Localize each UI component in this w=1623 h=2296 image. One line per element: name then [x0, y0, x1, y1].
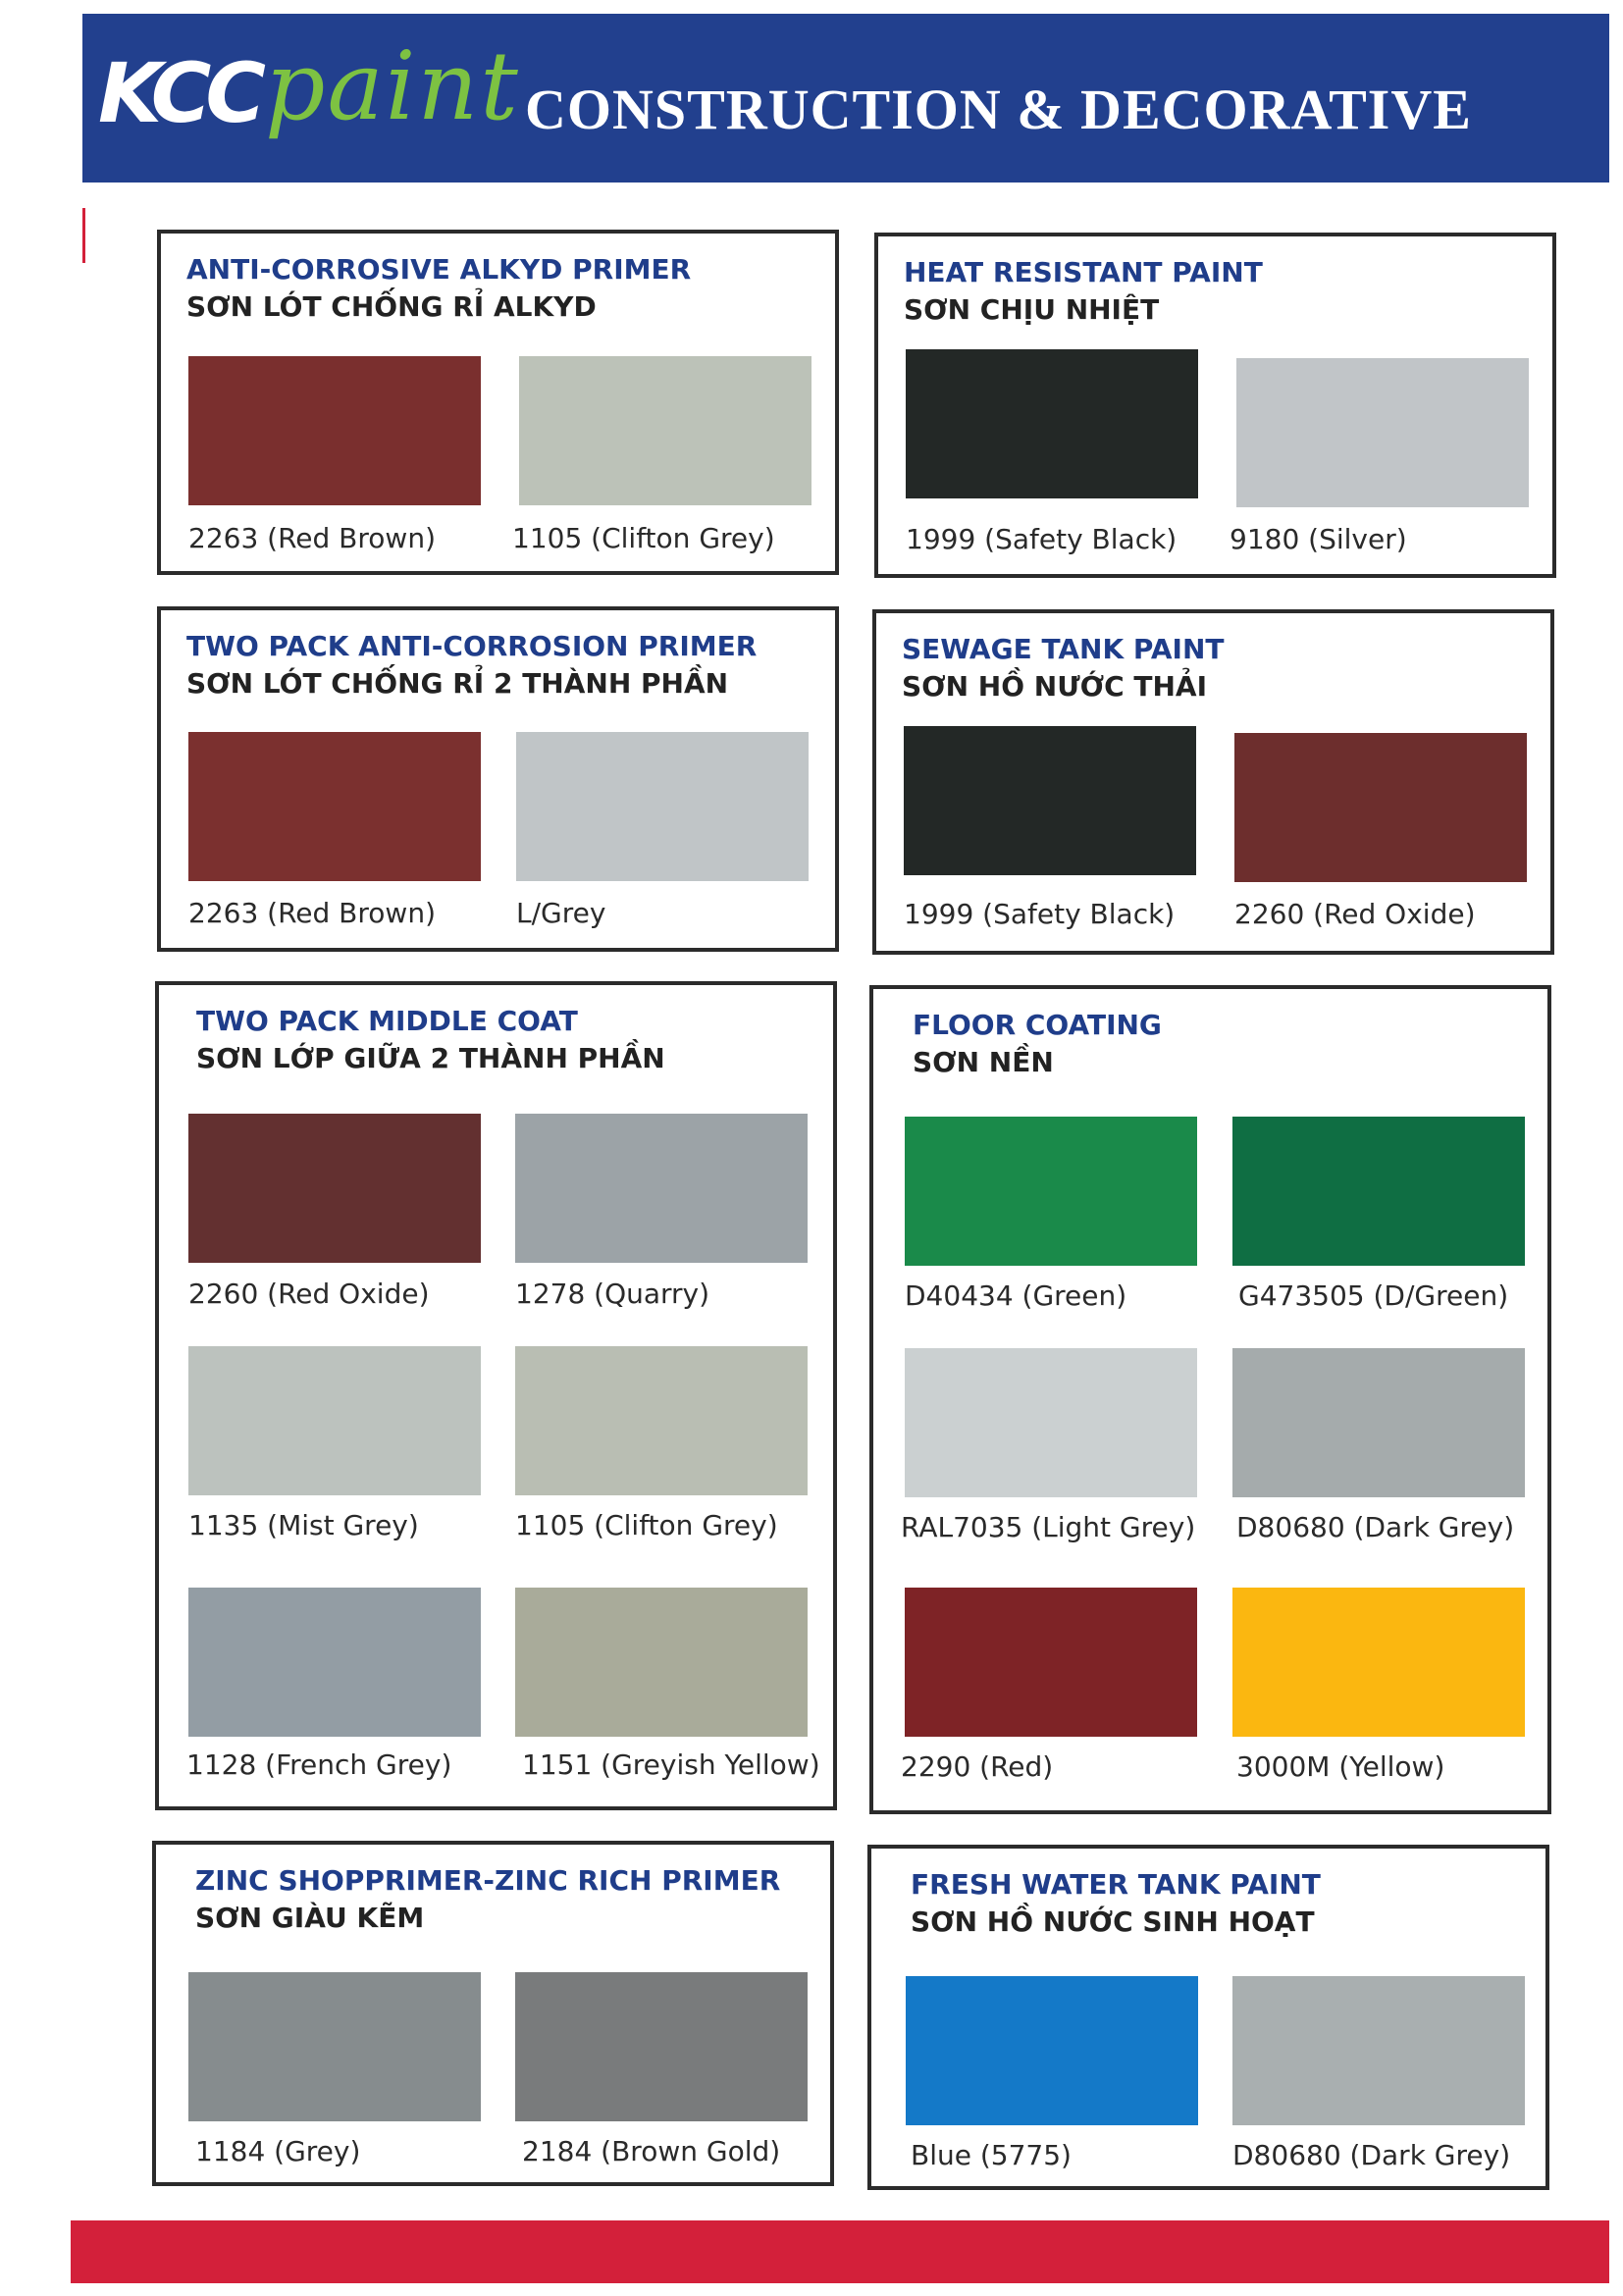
color-swatch: [906, 1976, 1198, 2125]
swatch-label: 1278 (Quarry): [515, 1278, 710, 1310]
swatch-label: 2260 (Red Oxide): [1234, 898, 1476, 930]
swatch-label: 1151 (Greyish Yellow): [522, 1748, 820, 1781]
color-swatch: [188, 1588, 481, 1737]
panel-title: TWO PACK ANTI-CORROSION PRIMER: [186, 630, 758, 662]
color-swatch: [1232, 1348, 1525, 1497]
panel-subtitle: SƠN LỚP GIỮA 2 THÀNH PHẦN: [196, 1042, 665, 1074]
color-swatch: [1232, 1117, 1525, 1266]
color-swatch: [188, 1114, 481, 1263]
color-swatch: [188, 356, 481, 505]
swatch-label: 9180 (Silver): [1230, 523, 1407, 555]
page-title: CONSTRUCTION & DECORATIVE: [525, 78, 1472, 141]
swatch-label: 1999 (Safety Black): [906, 523, 1178, 555]
color-swatch: [905, 1117, 1197, 1266]
logo-paint-text: paint: [265, 31, 520, 141]
swatch-label: 2184 (Brown Gold): [522, 2135, 781, 2167]
swatch-label: RAL7035 (Light Grey): [901, 1511, 1196, 1543]
swatch-label: 1105 (Clifton Grey): [512, 522, 775, 554]
swatch-label: 1184 (Grey): [195, 2135, 361, 2167]
swatch-label: 1999 (Safety Black): [904, 898, 1176, 930]
panel-anti-corrosive-alkyd-primer: [157, 230, 839, 575]
color-swatch: [515, 1588, 808, 1737]
left-edge-mark: [82, 208, 85, 263]
panel-heat-resistant-paint: [874, 233, 1556, 578]
color-swatch: [519, 356, 812, 505]
panel-subtitle: SƠN GIÀU KẼM: [195, 1902, 425, 1934]
swatch-label: 1105 (Clifton Grey): [515, 1509, 778, 1541]
color-swatch: [515, 1346, 808, 1495]
swatch-label: 2263 (Red Brown): [188, 522, 436, 554]
color-swatch: [188, 1972, 481, 2121]
panel-subtitle: SƠN NỀN: [913, 1046, 1054, 1078]
color-swatch: [188, 1346, 481, 1495]
panel-subtitle: SƠN HỒ NƯỚC THẢI: [902, 670, 1207, 703]
panel-subtitle: SƠN LÓT CHỐNG RỈ ALKYD: [186, 290, 597, 323]
color-swatch: [1232, 1976, 1525, 2125]
panel-title: ZINC SHOPPRIMER-ZINC RICH PRIMER: [195, 1864, 781, 1897]
swatch-label: 2290 (Red): [901, 1750, 1054, 1783]
swatch-label: D80680 (Dark Grey): [1232, 2139, 1511, 2171]
logo-kcc-text: KCC: [98, 45, 261, 141]
panel-title: TWO PACK MIDDLE COAT: [196, 1005, 578, 1037]
color-swatch: [516, 732, 809, 881]
color-swatch: [1232, 1588, 1525, 1737]
swatch-label: D80680 (Dark Grey): [1236, 1511, 1515, 1543]
swatch-label: 2260 (Red Oxide): [188, 1278, 430, 1310]
panel-subtitle: SƠN HỒ NƯỚC SINH HOẠT: [911, 1905, 1315, 1938]
footer-red-bar: [71, 2220, 1609, 2283]
panel-title: FLOOR COATING: [913, 1009, 1162, 1041]
swatch-label: 1135 (Mist Grey): [188, 1509, 419, 1541]
panel-two-pack-middle-coat: [155, 981, 837, 1810]
panel-sewage-tank-paint: [872, 609, 1554, 955]
panel-floor-coating: [869, 985, 1551, 1814]
panel-title: SEWAGE TANK PAINT: [902, 633, 1225, 665]
panel-fresh-water-tank-paint: [867, 1845, 1549, 2190]
color-swatch: [904, 726, 1196, 875]
panel-title: FRESH WATER TANK PAINT: [911, 1868, 1321, 1901]
color-swatch: [188, 732, 481, 881]
color-swatch: [905, 1348, 1197, 1497]
color-swatch: [515, 1114, 808, 1263]
color-swatch: [515, 1972, 808, 2121]
color-swatch: [1234, 733, 1527, 882]
panel-subtitle: SƠN LÓT CHỐNG RỈ 2 THÀNH PHẦN: [186, 667, 729, 700]
panel-zinc-shopprimer: [152, 1841, 834, 2186]
swatch-label: Blue (5775): [911, 2139, 1072, 2171]
swatch-label: 2263 (Red Brown): [188, 897, 436, 929]
panel-title: ANTI-CORROSIVE ALKYD PRIMER: [186, 253, 692, 286]
swatch-label: L/Grey: [516, 897, 606, 929]
panel-subtitle: SƠN CHỊU NHIỆT: [904, 293, 1160, 326]
swatch-label: D40434 (Green): [905, 1279, 1127, 1312]
color-swatch: [1236, 358, 1529, 507]
panel-title: HEAT RESISTANT PAINT: [904, 256, 1263, 288]
swatch-label: 1128 (French Grey): [186, 1748, 452, 1781]
swatch-label: G473505 (D/Green): [1238, 1279, 1509, 1312]
color-swatch: [905, 1588, 1197, 1737]
swatch-label: 3000M (Yellow): [1236, 1750, 1445, 1783]
color-swatch: [906, 349, 1198, 498]
panel-two-pack-anti-corrosion-primer: [157, 606, 839, 952]
